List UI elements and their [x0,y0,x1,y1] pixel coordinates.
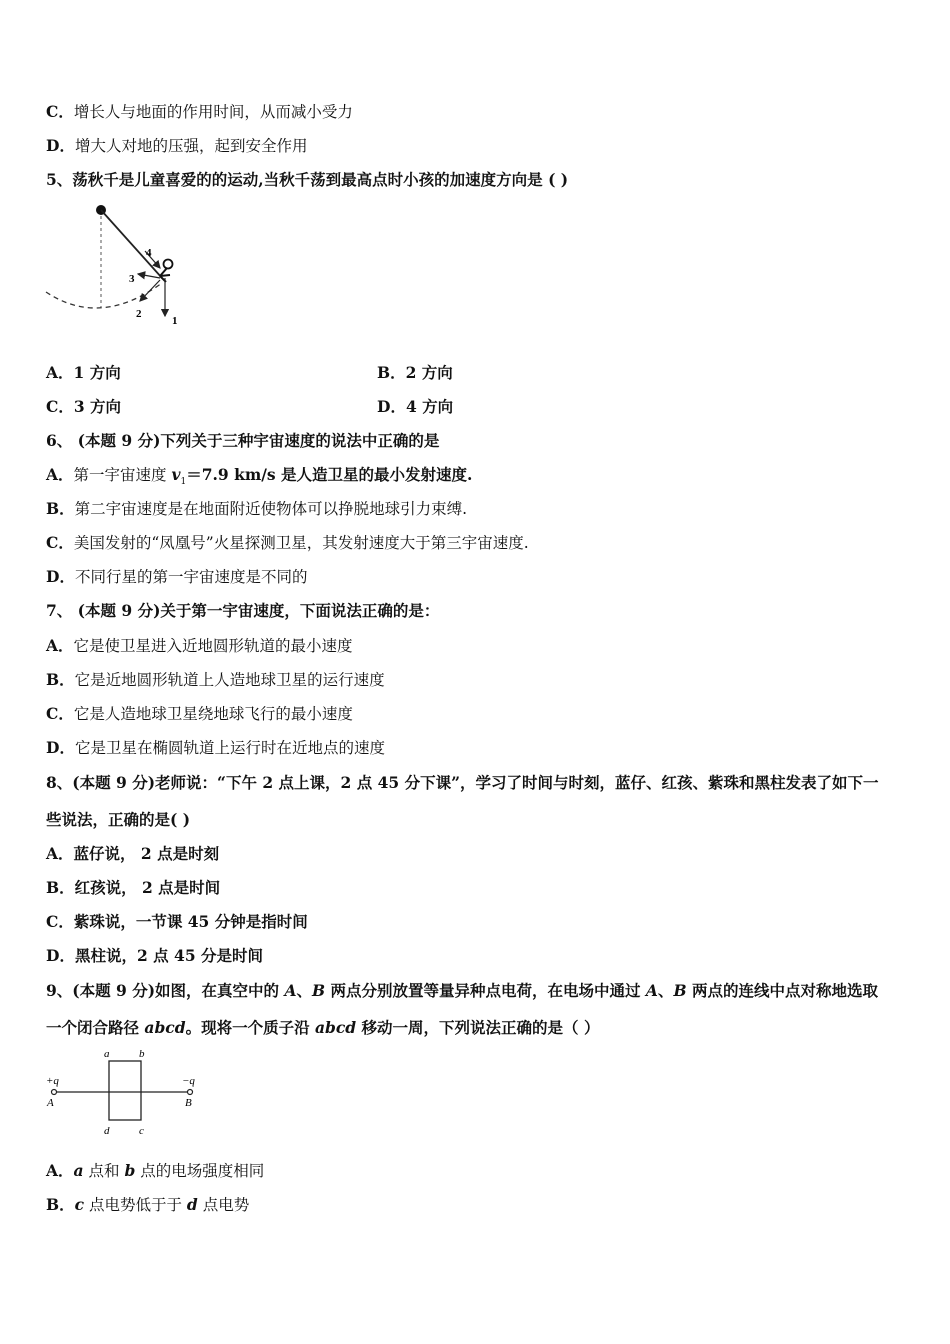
option-text: 4 方向 [405,397,454,416]
label-3: 3 [129,273,135,285]
option-label: D． [46,567,75,586]
label-4: 4 [146,247,152,259]
question-stem: 8、(本题 9 分)老师说：“下午 2 点上课，2 点 45 分下课”，学习了时间与时刻，蓝仔、红孩、紫珠和黑柱发表了如下一 [46,773,879,792]
q6-option-a [46,465,472,492]
option-label: B． [46,670,75,689]
option-label: C． [46,533,74,552]
option-text: 点电势低于于 [84,1196,187,1214]
question-stem: 5、荡秋千是儿童喜爱的的运动,当秋千荡到最高点时小孩的加速度方向是 ( ) [46,170,569,189]
q5-swing-figure [40,198,200,333]
q5-option-c [46,397,121,417]
q5-stem [46,170,568,190]
path-abcd [109,1061,141,1120]
q6-option-d [46,567,307,587]
q4-option-c [46,102,353,122]
option-label: C． [46,704,74,723]
option-label: D． [377,397,406,416]
q5-option-b [377,363,453,383]
q8-option-a [46,844,219,864]
path-symbol: abcd [144,1018,186,1037]
label-d: d [104,1125,110,1137]
option-text-post: ＝7.9 km/s 是人造卫星的最小发射速度. [186,465,473,484]
label-2: 2 [136,308,142,320]
q9-stem-line1 [46,981,878,1001]
label-B: B [185,1097,192,1109]
q7-option-a [46,636,353,656]
q9-charges-figure [40,1042,210,1142]
label-A: A [47,1097,54,1109]
stem-part: 一个闭合路径 [46,1018,145,1037]
q8-option-d [46,946,263,966]
label-c: c [139,1125,144,1137]
q8-stem-line2 [46,810,190,830]
option-label: A． [46,636,74,655]
swing-rope [101,210,162,278]
velocity-subscript: 1 [180,477,187,488]
question-stem: 6、 (本题 9 分)下列关于三种宇宙速度的说法中正确的是 [46,431,440,450]
stem-part: 、 [296,981,312,1000]
q6-option-b [46,499,467,519]
option-label: B． [46,878,75,897]
stem-part: 两点的连线中点对称地选取 [686,981,878,1000]
path-symbol: abcd [314,1018,357,1037]
point-a-symbol: A [284,981,297,1000]
q9-option-a [46,1161,264,1181]
q7-stem [46,601,439,621]
option-text: 点的电场强度相同 [135,1162,265,1180]
q9-stem-line2 [46,1018,599,1038]
option-text: 它是近地圆形轨道上人造地球卫星的运行速度 [74,671,385,689]
label-1: 1 [172,315,178,327]
q8-stem-line1 [46,773,879,793]
point-symbol: a [73,1161,84,1180]
point-symbol: d [186,1195,198,1214]
option-text: 红孩说， 2 点是时间 [74,878,221,897]
stem-part: 9、(本题 9 分)如图，在真空中的 [46,981,285,1000]
q6-stem [46,431,439,451]
option-text: 1 方向 [73,363,121,382]
option-text-pre: 第一宇宙速度 [73,466,172,484]
option-label: B． [46,499,75,518]
charge-a-point [52,1090,57,1095]
point-symbol: b [124,1161,136,1180]
option-label: A． [46,1161,74,1180]
option-text: 蓝仔说， 2 点是时刻 [73,844,220,863]
q5-option-a [46,363,121,383]
q8-option-b [46,878,220,898]
option-label: C． [46,102,74,121]
label-b: b [139,1048,145,1060]
velocity-symbol: v [171,465,181,484]
option-text: 增长人与地面的作用时间，从而减小受力 [73,103,353,121]
stem-part: 两点分别放置等量异种点电荷，在电场中通过 [325,981,646,1000]
option-text: 黑柱说，2 点 45 分是时间 [74,946,263,965]
q9-option-b [46,1195,249,1215]
option-label: D． [46,946,75,965]
option-label: B． [377,363,406,382]
question-stem: 7、 (本题 9 分)关于第一宇宙速度，下面说法正确的是： [46,601,440,620]
option-label: B． [46,1195,75,1214]
q7-option-d [46,738,385,758]
point-symbol: c [74,1195,85,1214]
option-label: A． [46,465,74,484]
charge-b-point [188,1090,193,1095]
label-minus-q: −q [182,1075,195,1087]
option-label: A． [46,363,74,382]
q7-option-b [46,670,385,690]
option-text: 它是使卫星进入近地圆形轨道的最小速度 [73,637,353,655]
option-text: 它是人造地球卫星绕地球飞行的最小速度 [73,705,353,723]
stem-part: 、 [657,981,674,1000]
q8-option-c [46,912,308,932]
option-label: A． [46,844,74,863]
option-text: 2 方向 [405,363,453,382]
option-label: D． [46,738,75,757]
option-label: D． [46,136,75,155]
stem-part: 移动一周，下列说法正确的是（ ） [356,1018,600,1037]
option-text: 第二宇宙速度是在地面附近使物体可以挣脱地球引力束缚. [74,500,468,518]
option-text: 3 方向 [73,397,122,416]
q7-option-c [46,704,353,724]
option-text: 点和 [83,1162,125,1180]
option-text: 点电势 [197,1196,250,1214]
arrow-3 [138,274,160,278]
option-label: C． [46,912,74,931]
child-head [164,260,173,269]
question-stem: 些说法，正确的是( ) [46,810,191,829]
option-label: C． [46,397,74,416]
label-a: a [104,1048,110,1060]
option-text: 不同行星的第一宇宙速度是不同的 [74,568,308,586]
arrow-2 [140,280,160,301]
option-text: 紫珠说，一节课 45 分钟是指时间 [73,912,308,931]
option-text: 它是卫星在椭圆轨道上运行时在近地点的速度 [74,739,385,757]
option-text: 增大人对地的压强，起到安全作用 [74,137,308,155]
q6-option-c [46,533,529,553]
q4-option-d [46,136,307,156]
stem-part: 。现将一个质子沿 [185,1018,315,1037]
label-plus-q: +q [46,1075,59,1087]
option-text: 美国发射的“凤凰号”火星探测卫星，其发射速度大于第三宇宙速度. [73,534,529,552]
point-b-symbol: B [673,981,687,1000]
point-a-symbol: A [645,981,658,1000]
q5-option-d [377,397,453,417]
point-b-symbol: B [311,981,326,1000]
